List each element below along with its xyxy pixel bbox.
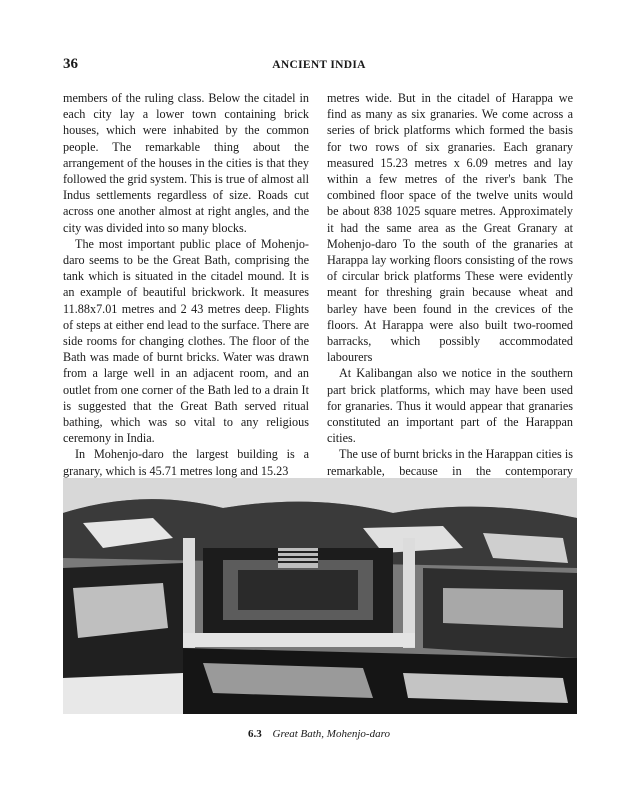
page-number: 36 (63, 56, 78, 72)
figure-title: Great Bath, Mohenjo-daro (272, 728, 390, 740)
figure-number: 6.3 (248, 728, 262, 740)
great-bath-photo (63, 478, 577, 714)
paragraph: In Mohenjo-daro the largest building is a granary, which is 45.71 metres long and 15.23 (63, 447, 309, 478)
left-column (63, 90, 309, 479)
paragraph: members of the ruling class. Below the citadel in each city lay a lower town containing brick houses, which were inhabited by the common people. The remarkable thing about the arrangement of the houses in the cities is that they followed the grid system. This is true of almost all Indus settlements regardless of size. Roads cut across one another almost at right angles, and the city was divided into so many blocks. (63, 91, 309, 235)
paragraph: At Kalibangan also we notice in the southern part brick platforms, which may have been used for granaries. Thus it would appear that granaries constituted an important part of the Harappan cities. (327, 366, 573, 446)
running-header: ANCIENT INDIA (272, 59, 366, 71)
paragraph: The most important public place of Mohenjo-daro seems to be the Great Bath, comprising the tank which is situated in the citadel mound. It is an example of beautiful brickwork. It measures 11.88x7.01 metres and 2 43 metres deep. Flights of steps at either end lead to the surface. There are side rooms for changing clothes. The floor of the Bath was made of burnt bricks. Water was drawn from a large well in an adjacent room, and an outlet from one corner of the Bath led to a drain It is suggested that the Great Bath served ritual bathing, which was so vital to any religious ceremony in India. (63, 236, 309, 446)
right-column (327, 90, 573, 495)
figure-caption (0, 728, 638, 740)
paragraph: metres wide. But in the citadel of Harappa we find as many as six granaries. We come across a series of brick platforms which formed the basis for two rows of six granaries. Each granary measured 15.23 metres x 6.09 metres and lay within a few metres of the river's bank The combined floor space of the twelve units would be about 838 1025 square metres. Approximately it had the same area as the Great Granary at Mohenjo-daro To the south of the granaries at Harappa lay working floors consisting of the rows of circular brick platforms These were evidently meant for threshing grain because wheat and barley have been found in the crevices of the floors. At Harappa were also built two-roomed barracks, which possibly accommodated labourers (327, 91, 573, 365)
paragraph: The use of burnt bricks in the Harappan cities is remarkable, because in the contemporary (327, 447, 573, 478)
